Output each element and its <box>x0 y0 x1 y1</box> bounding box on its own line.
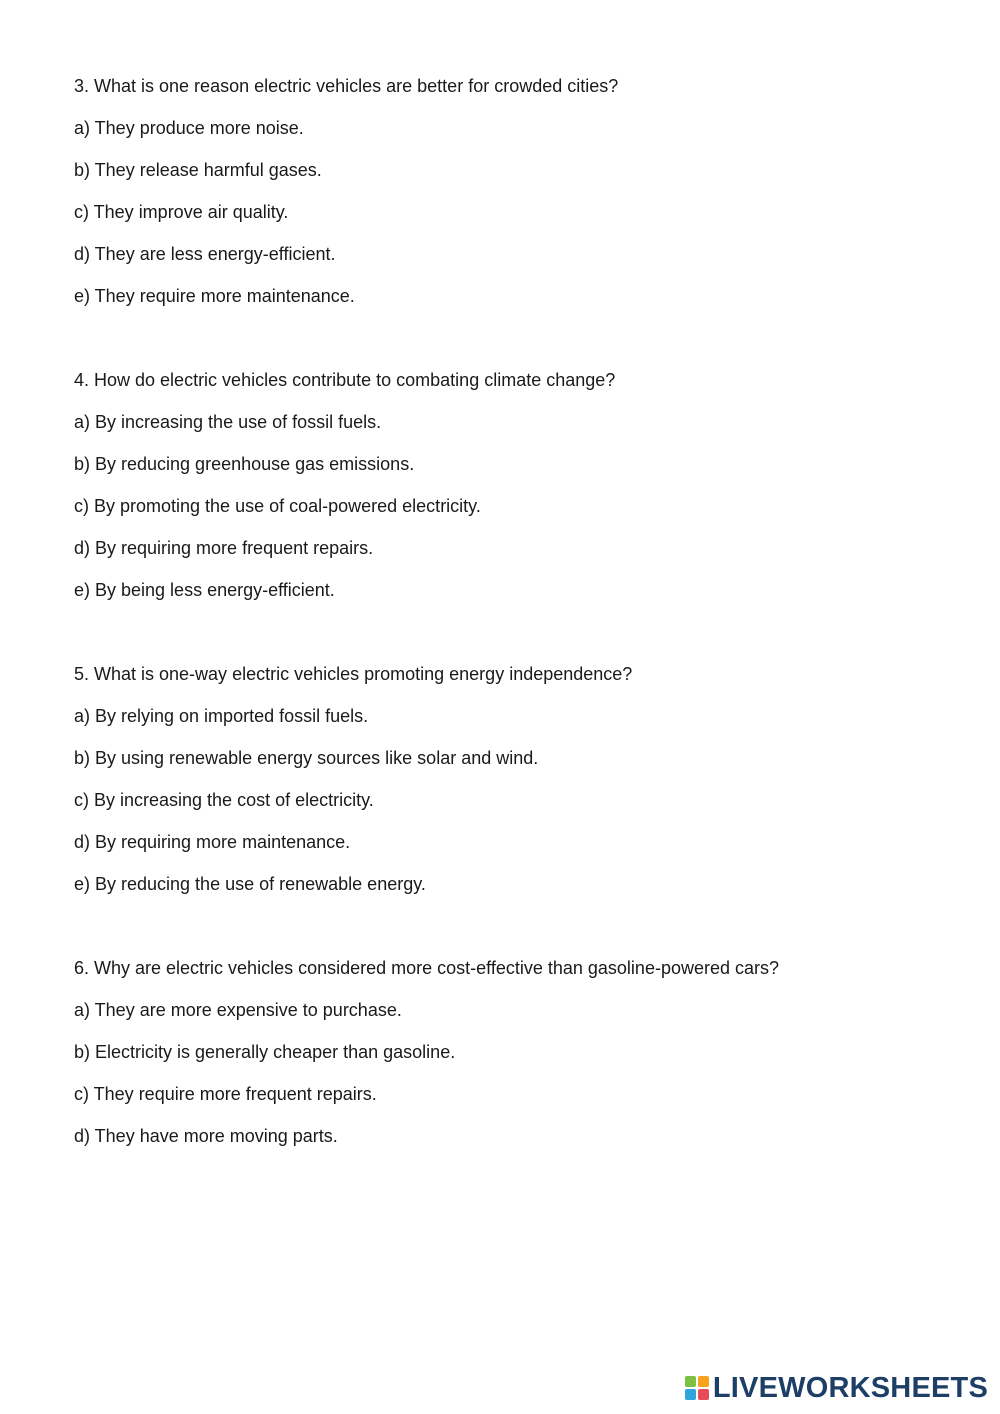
answer-option: c) By promoting the use of coal-powered electricity. <box>74 496 481 516</box>
answer-option: a) They produce more noise. <box>74 118 304 138</box>
logo-text: LIVEWORKSHEETS <box>712 1371 988 1404</box>
question-prompt: 4. How do electric vehicles contribute to combating climate change? <box>74 370 616 390</box>
answer-option: e) By being less energy-efficient. <box>74 580 335 600</box>
logo-tile-icon <box>698 1376 709 1387</box>
answer-option: d) By requiring more maintenance. <box>74 832 351 852</box>
answer-option: b) They release harmful gases. <box>74 160 322 180</box>
answer-option: b) Electricity is generally cheaper than gasoline. <box>74 1042 456 1062</box>
question-6 <box>74 955 954 1165</box>
question-prompt: 3. What is one reason electric vehicles are better for crowded cities? <box>74 76 619 96</box>
answer-option: e) By reducing the use of renewable energy. <box>74 874 426 894</box>
answer-option: a) By increasing the use of fossil fuels. <box>74 412 382 432</box>
question-5 <box>74 661 954 913</box>
answer-option: e) They require more maintenance. <box>74 286 355 306</box>
answer-option: b) By reducing greenhouse gas emissions. <box>74 454 415 474</box>
logo-tile-icon <box>698 1389 709 1400</box>
question-4 <box>74 367 954 619</box>
worksheet-body <box>74 73 954 1207</box>
answer-option: a) By relying on imported fossil fuels. <box>74 706 369 726</box>
question-prompt: 5. What is one-way electric vehicles promoting energy independence? <box>74 664 633 684</box>
answer-option: d) They have more moving parts. <box>74 1126 338 1146</box>
answer-option: a) They are more expensive to purchase. <box>74 1000 402 1020</box>
answer-option: d) By requiring more frequent repairs. <box>74 538 374 558</box>
answer-option: c) By increasing the cost of electricity. <box>74 790 374 810</box>
liveworksheets-logo <box>685 1370 988 1406</box>
answer-option: b) By using renewable energy sources like solar and wind. <box>74 748 539 768</box>
logo-tile-icon <box>685 1389 696 1400</box>
logo-tiles-icon <box>685 1376 709 1400</box>
answer-option: d) They are less energy-efficient. <box>74 244 336 264</box>
question-prompt: 6. Why are electric vehicles considered more cost-effective than gasoline-powered cars? <box>74 958 780 978</box>
answer-option: c) They require more frequent repairs. <box>74 1084 377 1104</box>
question-3 <box>74 73 954 325</box>
answer-option: c) They improve air quality. <box>74 202 289 222</box>
logo-tile-icon <box>685 1376 696 1387</box>
